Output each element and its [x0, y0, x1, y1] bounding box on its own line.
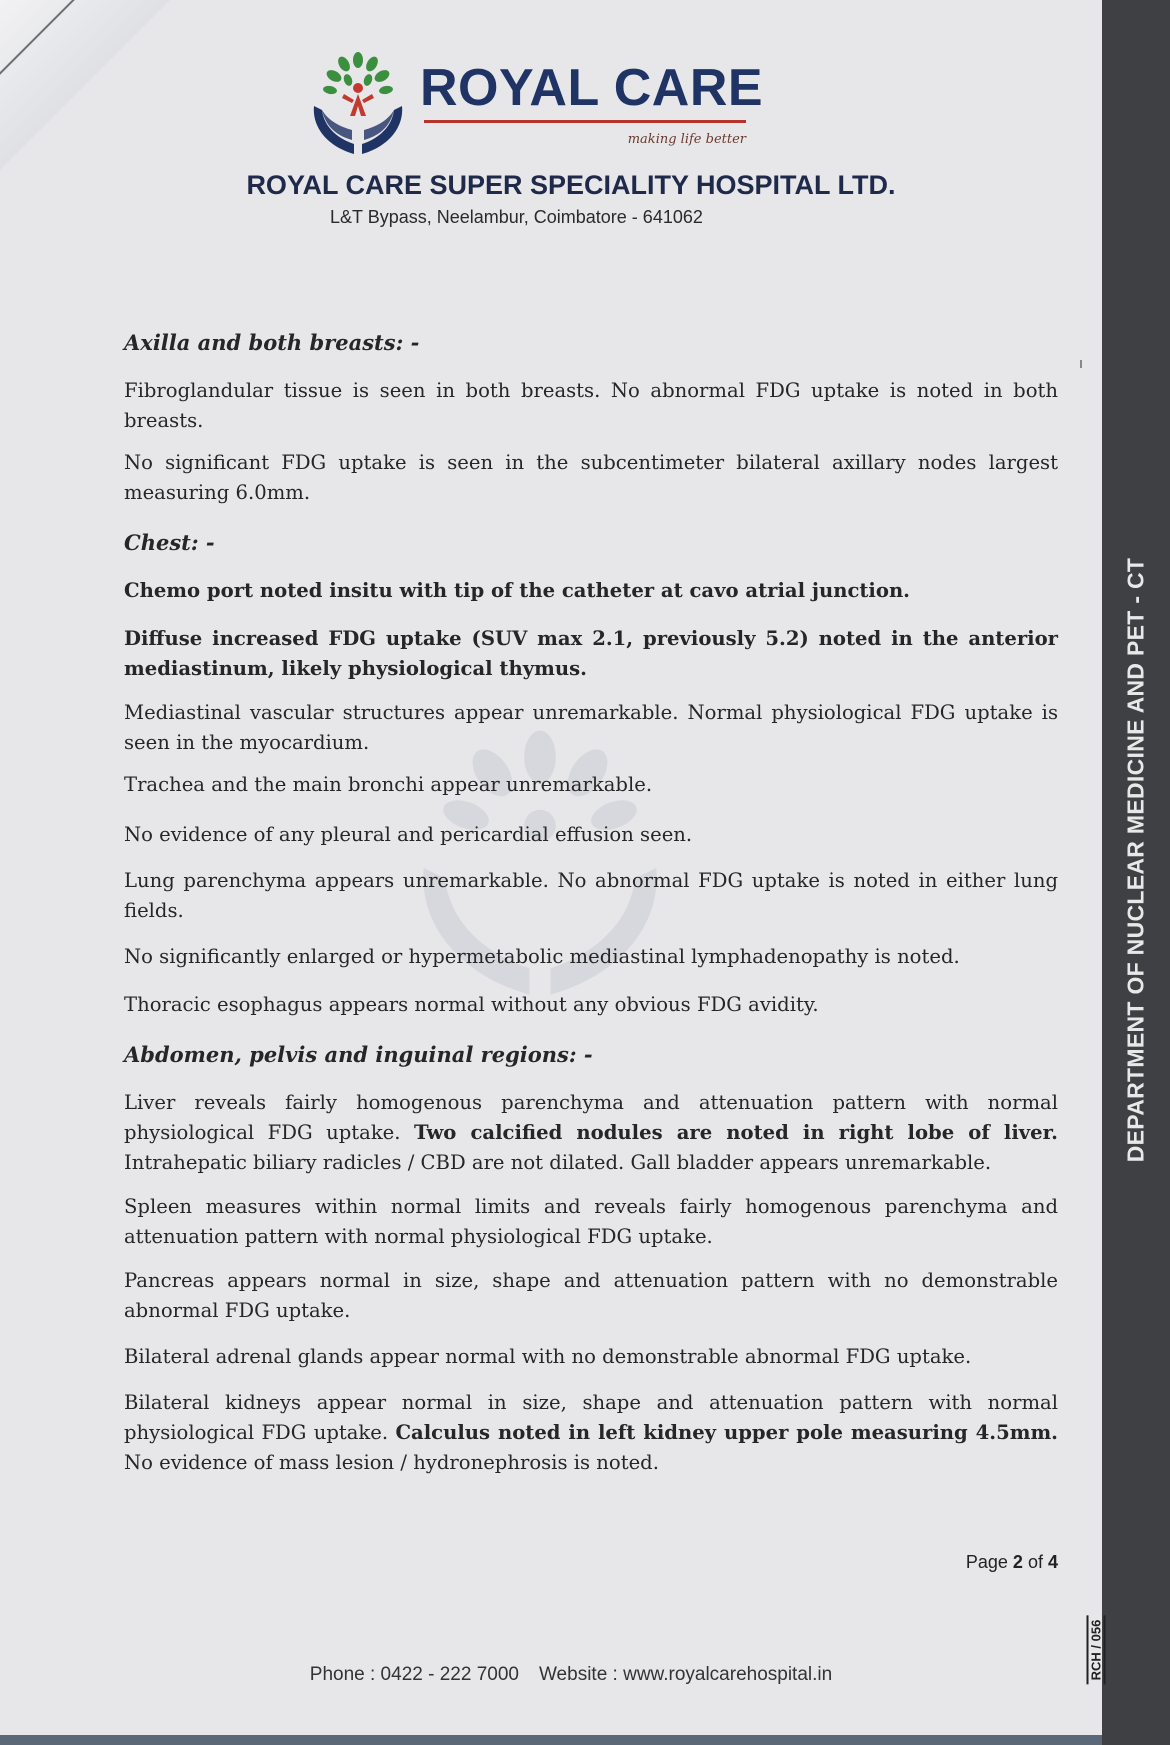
adrenal-paragraph: Bilateral adrenal glands appear normal with no demonstrable abnormal FDG uptake. — [124, 1345, 972, 1368]
chest-paragraph: Mediastinal vascular structures appear unremarkable. Normal physiological FDG uptake is seen in the myocardium. — [124, 701, 1058, 754]
axilla-paragraph: Fibroglandular tissue is seen in both breasts. No abnormal FDG uptake is noted in both breasts. — [124, 379, 1058, 432]
kidney-text: No evidence of mass lesion / hydronephrosis is noted. — [124, 1451, 659, 1474]
chest-paragraph: Thoracic esophagus appears normal without any obvious FDG avidity. — [124, 993, 819, 1016]
chest-heading: Chest: - — [124, 530, 215, 555]
report-body — [124, 328, 1058, 1490]
kidney-finding: Calculus noted in left kidney upper pole measuring 4.5mm. — [395, 1421, 1059, 1444]
liver-text: Liver reveals fairly homogenous parenchyma and attenuation pattern with normal physiological FDG uptake. — [124, 1091, 1058, 1144]
liver-paragraph — [124, 1088, 1058, 1178]
liver-text: Intrahepatic biliary radicles / CBD are not dilated. Gall bladder appears unremarkable. — [124, 1151, 992, 1174]
page-of: of — [1027, 1552, 1043, 1572]
form-code: RCH / 056 — [1087, 1616, 1106, 1685]
hospital-name: ROYAL CARE SUPER SPECIALITY HOSPITAL LTD. — [246, 170, 896, 200]
footer-phone: Phone : 0422 - 222 7000 — [309, 1664, 519, 1685]
footer — [0, 1664, 1112, 1686]
chest-paragraph: Lung parenchyma appears unremarkable. No abnormal FDG uptake is noted in either lung fields. — [124, 869, 1058, 922]
axilla-heading: Axilla and both breasts: - — [124, 330, 420, 355]
axilla-paragraph: No significant FDG uptake is seen in the subcentimeter bilateral axillary nodes largest measuring 6.0mm. — [124, 451, 1058, 504]
page-number — [900, 1552, 1058, 1573]
footer-website: Website : www.royalcarehospital.in — [538, 1664, 833, 1685]
spleen-paragraph: Spleen measures within normal limits and reveals fairly homogenous parenchyma and attenuation pattern with normal physiological FDG uptake. — [124, 1195, 1058, 1248]
chest-paragraph: No significantly enlarged or hypermetabolic mediastinal lymphadenopathy is noted. — [124, 945, 960, 968]
department-banner: DEPARTMENT OF NUCLEAR MEDICINE AND PET - CT — [1122, 557, 1149, 1163]
liver-finding: Two calcified nodules are noted in right lobe of liver. — [414, 1121, 1058, 1144]
brand-name: ROYAL CARE — [420, 59, 764, 117]
page-fold — [0, 0, 170, 170]
page-current: 2 — [1012, 1552, 1023, 1572]
hospital-address: L&T Bypass, Neelambur, Coimbatore - 641062 — [330, 207, 703, 227]
kidney-text: Bilateral kidneys appear normal in size, shape and attenuation pattern with normal physiological FDG uptake. — [124, 1391, 1058, 1444]
page-total: 4 — [1047, 1552, 1058, 1572]
pancreas-paragraph: Pancreas appears normal in size, shape and attenuation pattern with no demonstrable abnormal FDG uptake. — [124, 1269, 1058, 1322]
abdomen-heading: Abdomen, pelvis and inguinal regions: - — [124, 1042, 593, 1067]
royal-care-logo — [308, 50, 408, 156]
kidney-paragraph — [124, 1388, 1058, 1478]
chest-finding: Diffuse increased FDG uptake (SUV max 2.1, previously 5.2) noted in the anterior mediastinum, likely physiological thymus. — [124, 627, 1058, 680]
chest-paragraph: Trachea and the main bronchi appear unremarkable. — [124, 773, 653, 796]
brand-underline — [424, 120, 746, 123]
brand-tagline: making life better — [627, 132, 746, 147]
chest-finding: Chemo port noted insitu with tip of the catheter at cavo atrial junction. — [124, 579, 911, 602]
margin-mark — [1080, 360, 1082, 368]
page-prefix: Page — [965, 1552, 1008, 1572]
chest-paragraph: No evidence of any pleural and pericardial effusion seen. — [124, 823, 693, 846]
